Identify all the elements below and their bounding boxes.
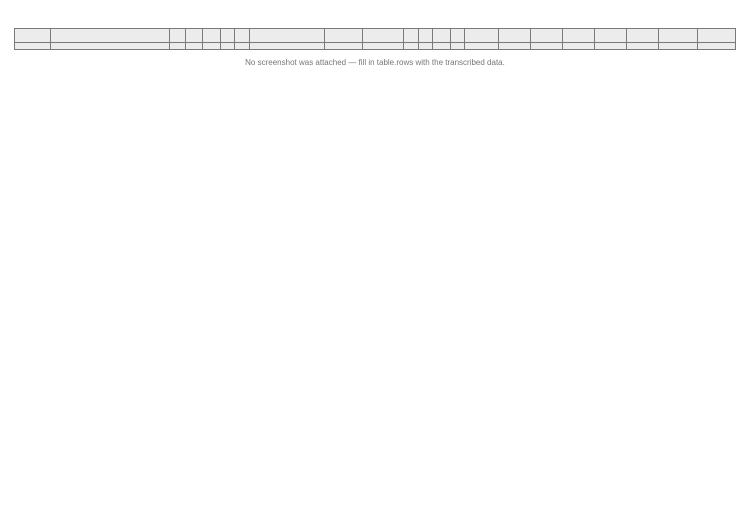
column-index-c20 <box>627 43 659 50</box>
column-index-c11 <box>403 43 418 50</box>
column-header-c21 <box>659 29 697 43</box>
column-header-c12 <box>418 29 433 43</box>
column-header-c22 <box>697 29 736 43</box>
column-header-c4 <box>186 29 203 43</box>
column-header-c20 <box>627 29 659 43</box>
column-index-c19 <box>595 43 627 50</box>
table-header <box>15 29 736 50</box>
column-header-c5 <box>203 29 220 43</box>
program-table <box>14 28 736 50</box>
column-index-c12 <box>418 43 433 50</box>
column-index-c9 <box>324 43 362 50</box>
column-header-c15 <box>465 29 499 43</box>
column-header-c10 <box>363 29 403 43</box>
column-index-c17 <box>531 43 563 50</box>
column-index-code <box>15 43 51 50</box>
column-header-code <box>15 29 51 43</box>
column-header-c16 <box>499 29 531 43</box>
column-header-c3 <box>170 29 186 43</box>
column-header-c11 <box>403 29 418 43</box>
column-index-c16 <box>499 43 531 50</box>
column-header-c14 <box>450 29 465 43</box>
page-footer <box>14 514 736 524</box>
column-index-c13 <box>433 43 450 50</box>
column-header-c8 <box>250 29 325 43</box>
column-header-c19 <box>595 29 627 43</box>
column-index-c15 <box>465 43 499 50</box>
column-header-c18 <box>563 29 595 43</box>
column-index-c10 <box>363 43 403 50</box>
column-index-program <box>51 43 170 50</box>
column-index-c22 <box>697 43 736 50</box>
column-index-c18 <box>563 43 595 50</box>
column-header-program <box>51 29 170 43</box>
column-header-c7 <box>235 29 250 43</box>
column-index-c8 <box>250 43 325 50</box>
document-title <box>14 10 736 24</box>
column-header-c6 <box>220 29 235 43</box>
column-index-c4 <box>186 43 203 50</box>
empty-table-note: No screenshot was attached — fill in table.rows with the transcribed data. <box>245 58 505 67</box>
column-index-c5 <box>203 43 220 50</box>
column-header-c13 <box>433 29 450 43</box>
column-index-c6 <box>220 43 235 50</box>
column-index-c21 <box>659 43 697 50</box>
column-index-c3 <box>170 43 186 50</box>
column-header-c17 <box>531 29 563 43</box>
column-index-c14 <box>450 43 465 50</box>
column-header-c9 <box>324 29 362 43</box>
column-index-c7 <box>235 43 250 50</box>
